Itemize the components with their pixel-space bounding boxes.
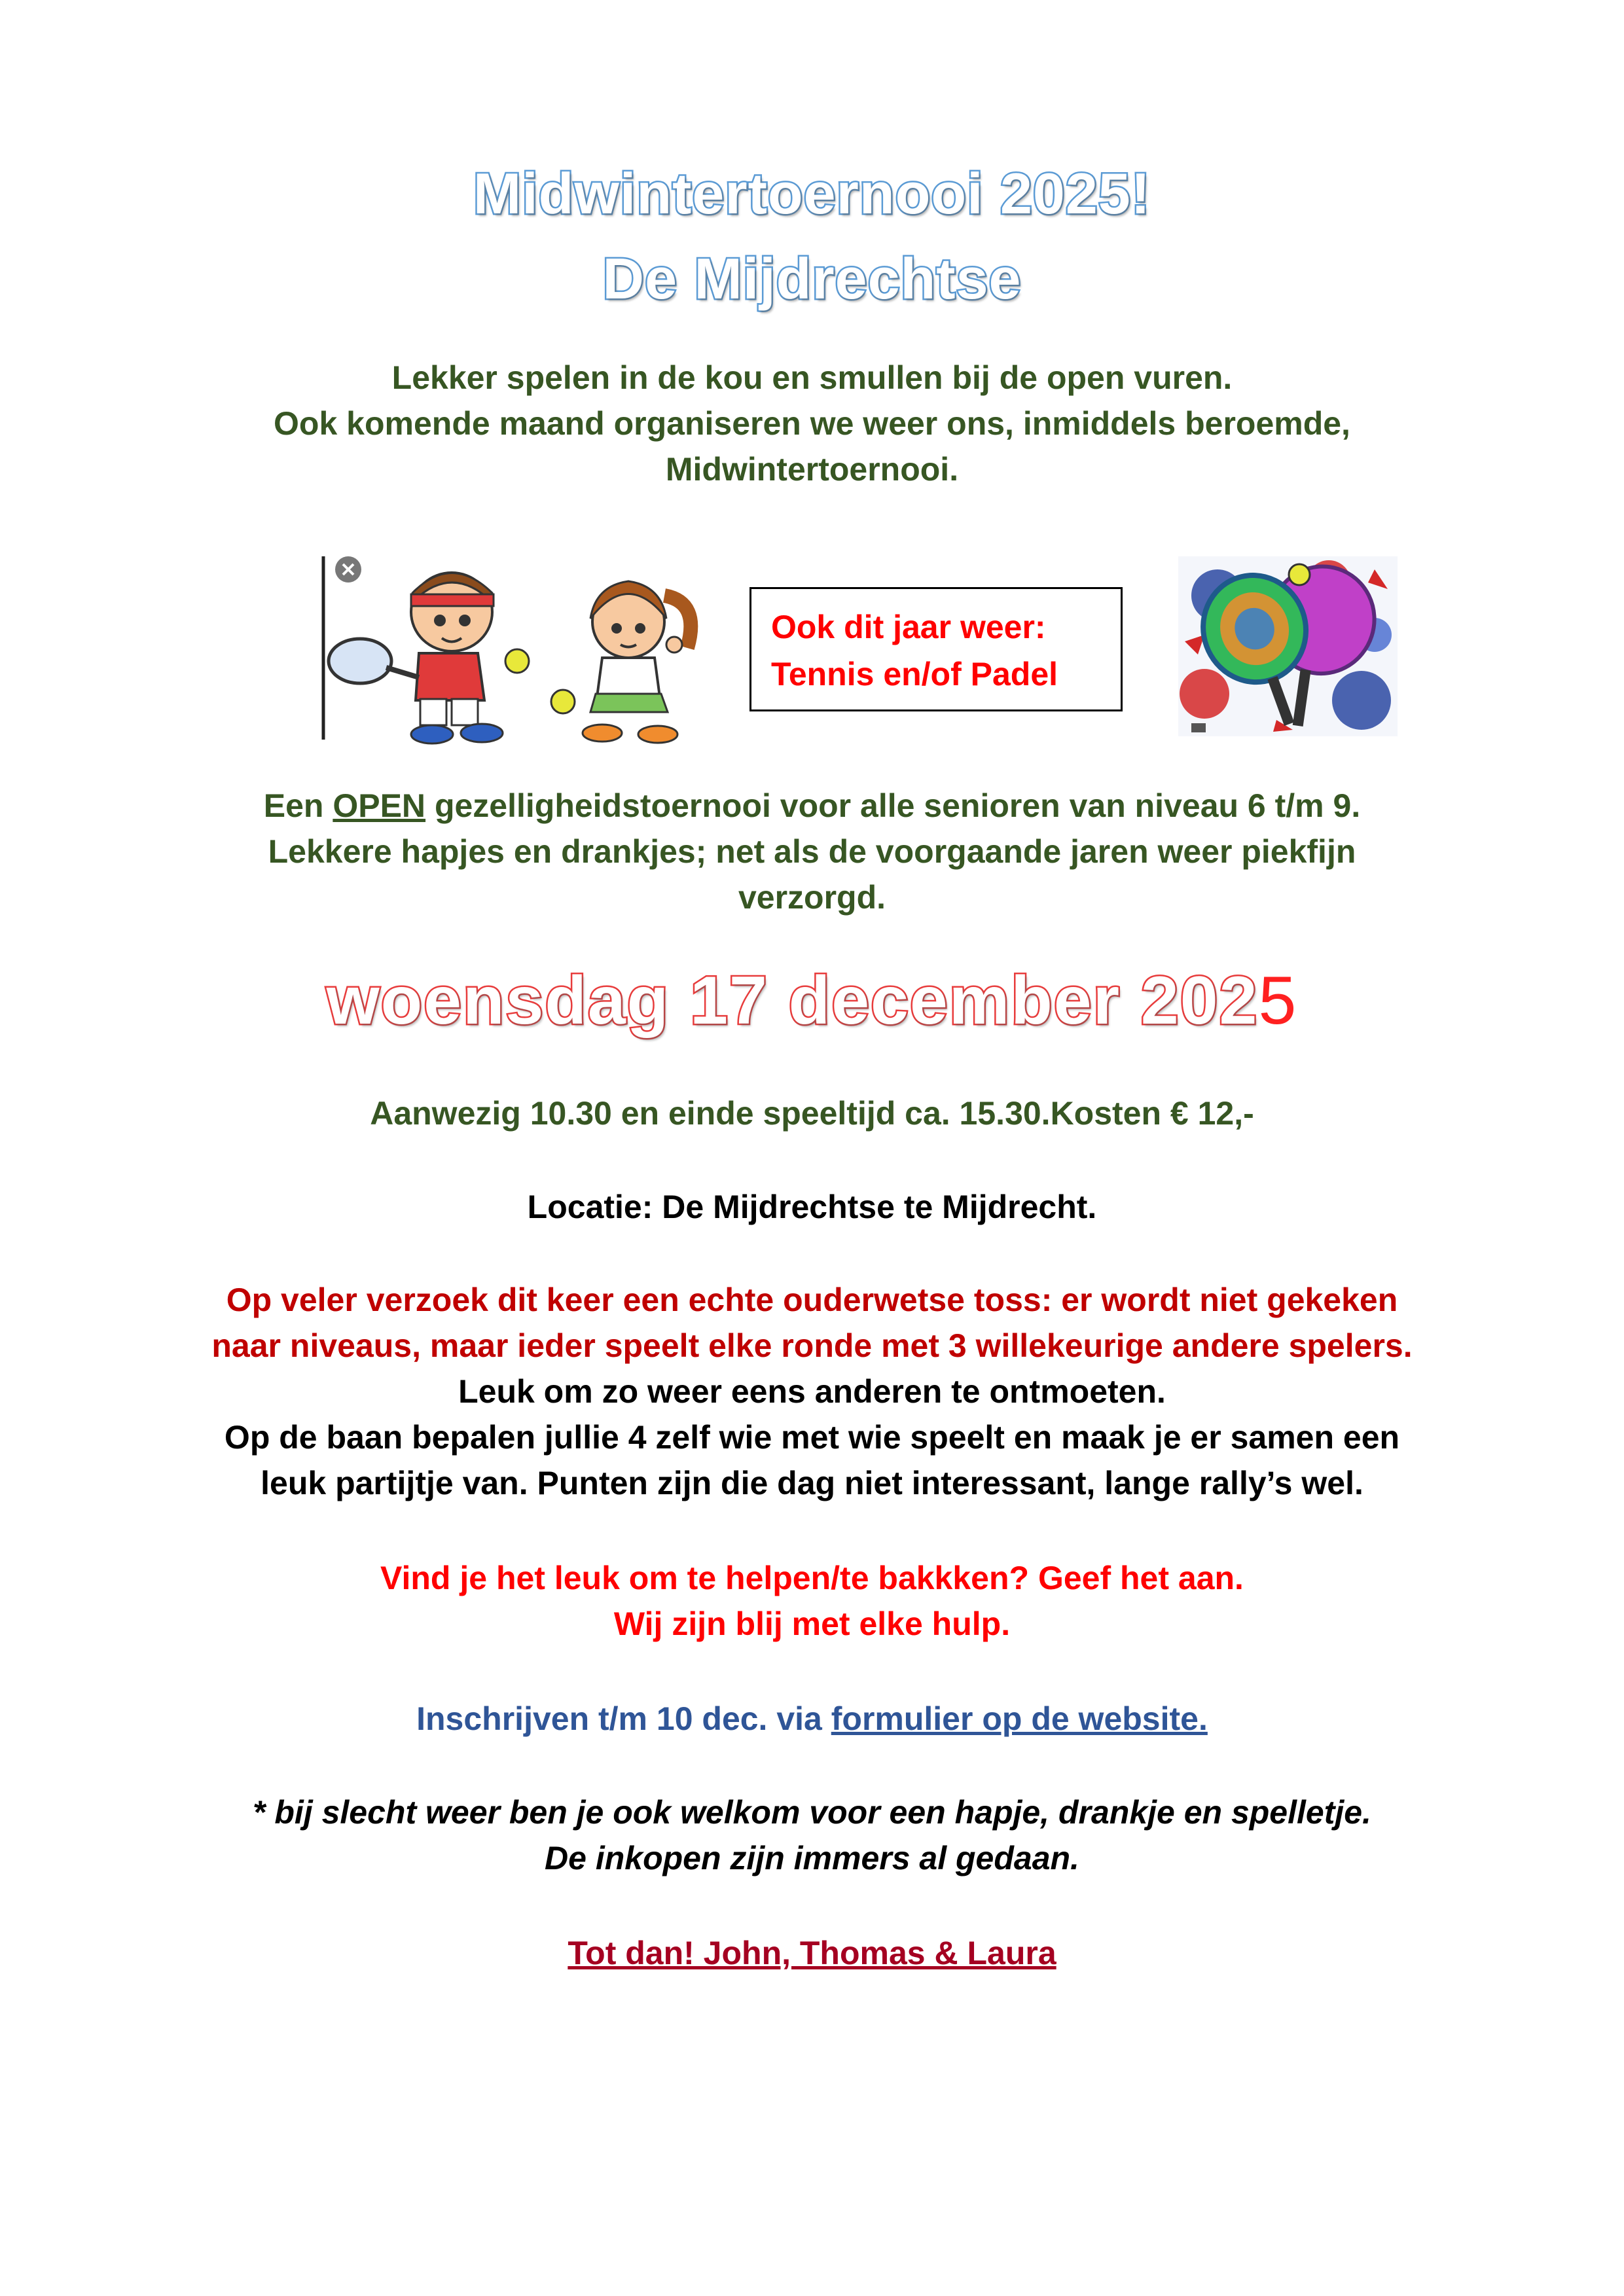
intro-line-1: Lekker spelen in de kou en smullen bij de open vuren.	[391, 359, 1233, 396]
signoff-text: Tot dan! John, Thomas & Laura	[568, 1935, 1056, 1971]
intro-line-3: Midwintertoernooi.	[665, 451, 959, 488]
toss-line-2: naar niveaus, maar ieder speelt elke ronde met 3 willekeurige andere spelers.	[211, 1327, 1413, 1364]
open-word: OPEN	[333, 787, 426, 824]
description-line-1	[0, 787, 1624, 825]
rules-line-1: Leuk om zo weer eens anderen te ontmoeten.	[458, 1373, 1166, 1410]
weather-line-2: De inkopen zijn immers al gedaan.	[545, 1840, 1079, 1876]
times-and-costs: Aanwezig 10.30 en einde speeltijd ca. 15.30.Kosten € 12,-	[370, 1095, 1254, 1132]
event-date-main: woensdag 17 december 202	[326, 963, 1259, 1039]
event-date	[0, 962, 1624, 1040]
box-line-2: Tennis en/of Padel	[771, 656, 1058, 692]
toss-line-1: Op veler verzoek dit keer een echte ouderwetse toss: er wordt niet gekeken	[226, 1282, 1398, 1318]
registration	[0, 1700, 1624, 1738]
rules-line-2: Op de baan bepalen jullie 4 zelf wie met wie speelt en maak je er samen een	[224, 1419, 1400, 1456]
tennis-kids-illustration	[321, 550, 713, 746]
description-prefix: Een	[263, 787, 333, 824]
padel-rackets-illustration	[1178, 556, 1398, 736]
weather-line-1: * bij slecht weer ben je ook welkom voor een hapje, drankje en spelletje.	[253, 1794, 1371, 1831]
location: Locatie: De Mijdrechtse te Mijdrecht.	[527, 1189, 1097, 1225]
intro-line-2: Ook komende maand organiseren we weer ons, inmiddels beroemde,	[274, 405, 1350, 442]
description-line-2: Lekkere hapjes en drankjes; net als de voorgaande jaren weer piekfijn	[268, 833, 1356, 870]
page-subtitle: De Mijdrechtse	[602, 246, 1022, 311]
registration-form-link[interactable]: formulier op de website.	[831, 1700, 1208, 1737]
help-line-1: Vind je het leuk om te helpen/te bakkken? Geef het aan.	[380, 1560, 1244, 1596]
description-rest: gezelligheidstoernooi voor alle senioren van niveau 6 t/m 9.	[425, 787, 1361, 824]
rules-line-3: leuk partijtje van. Punten zijn die dag niet interessant, lange rally’s wel.	[261, 1465, 1363, 1501]
description-line-3: verzorgd.	[738, 879, 886, 916]
sports-info-box	[749, 587, 1123, 711]
page-title: Midwintertoernooi 2025!	[473, 161, 1151, 226]
close-icon[interactable]	[335, 556, 361, 583]
event-date-suffix: 5	[1258, 963, 1298, 1039]
signoff	[0, 1934, 1624, 1972]
box-line-1: Ook dit jaar weer:	[771, 609, 1046, 645]
registration-text: Inschrijven t/m 10 dec. via	[416, 1700, 831, 1737]
help-line-2: Wij zijn blij met elke hulp.	[613, 1605, 1011, 1642]
